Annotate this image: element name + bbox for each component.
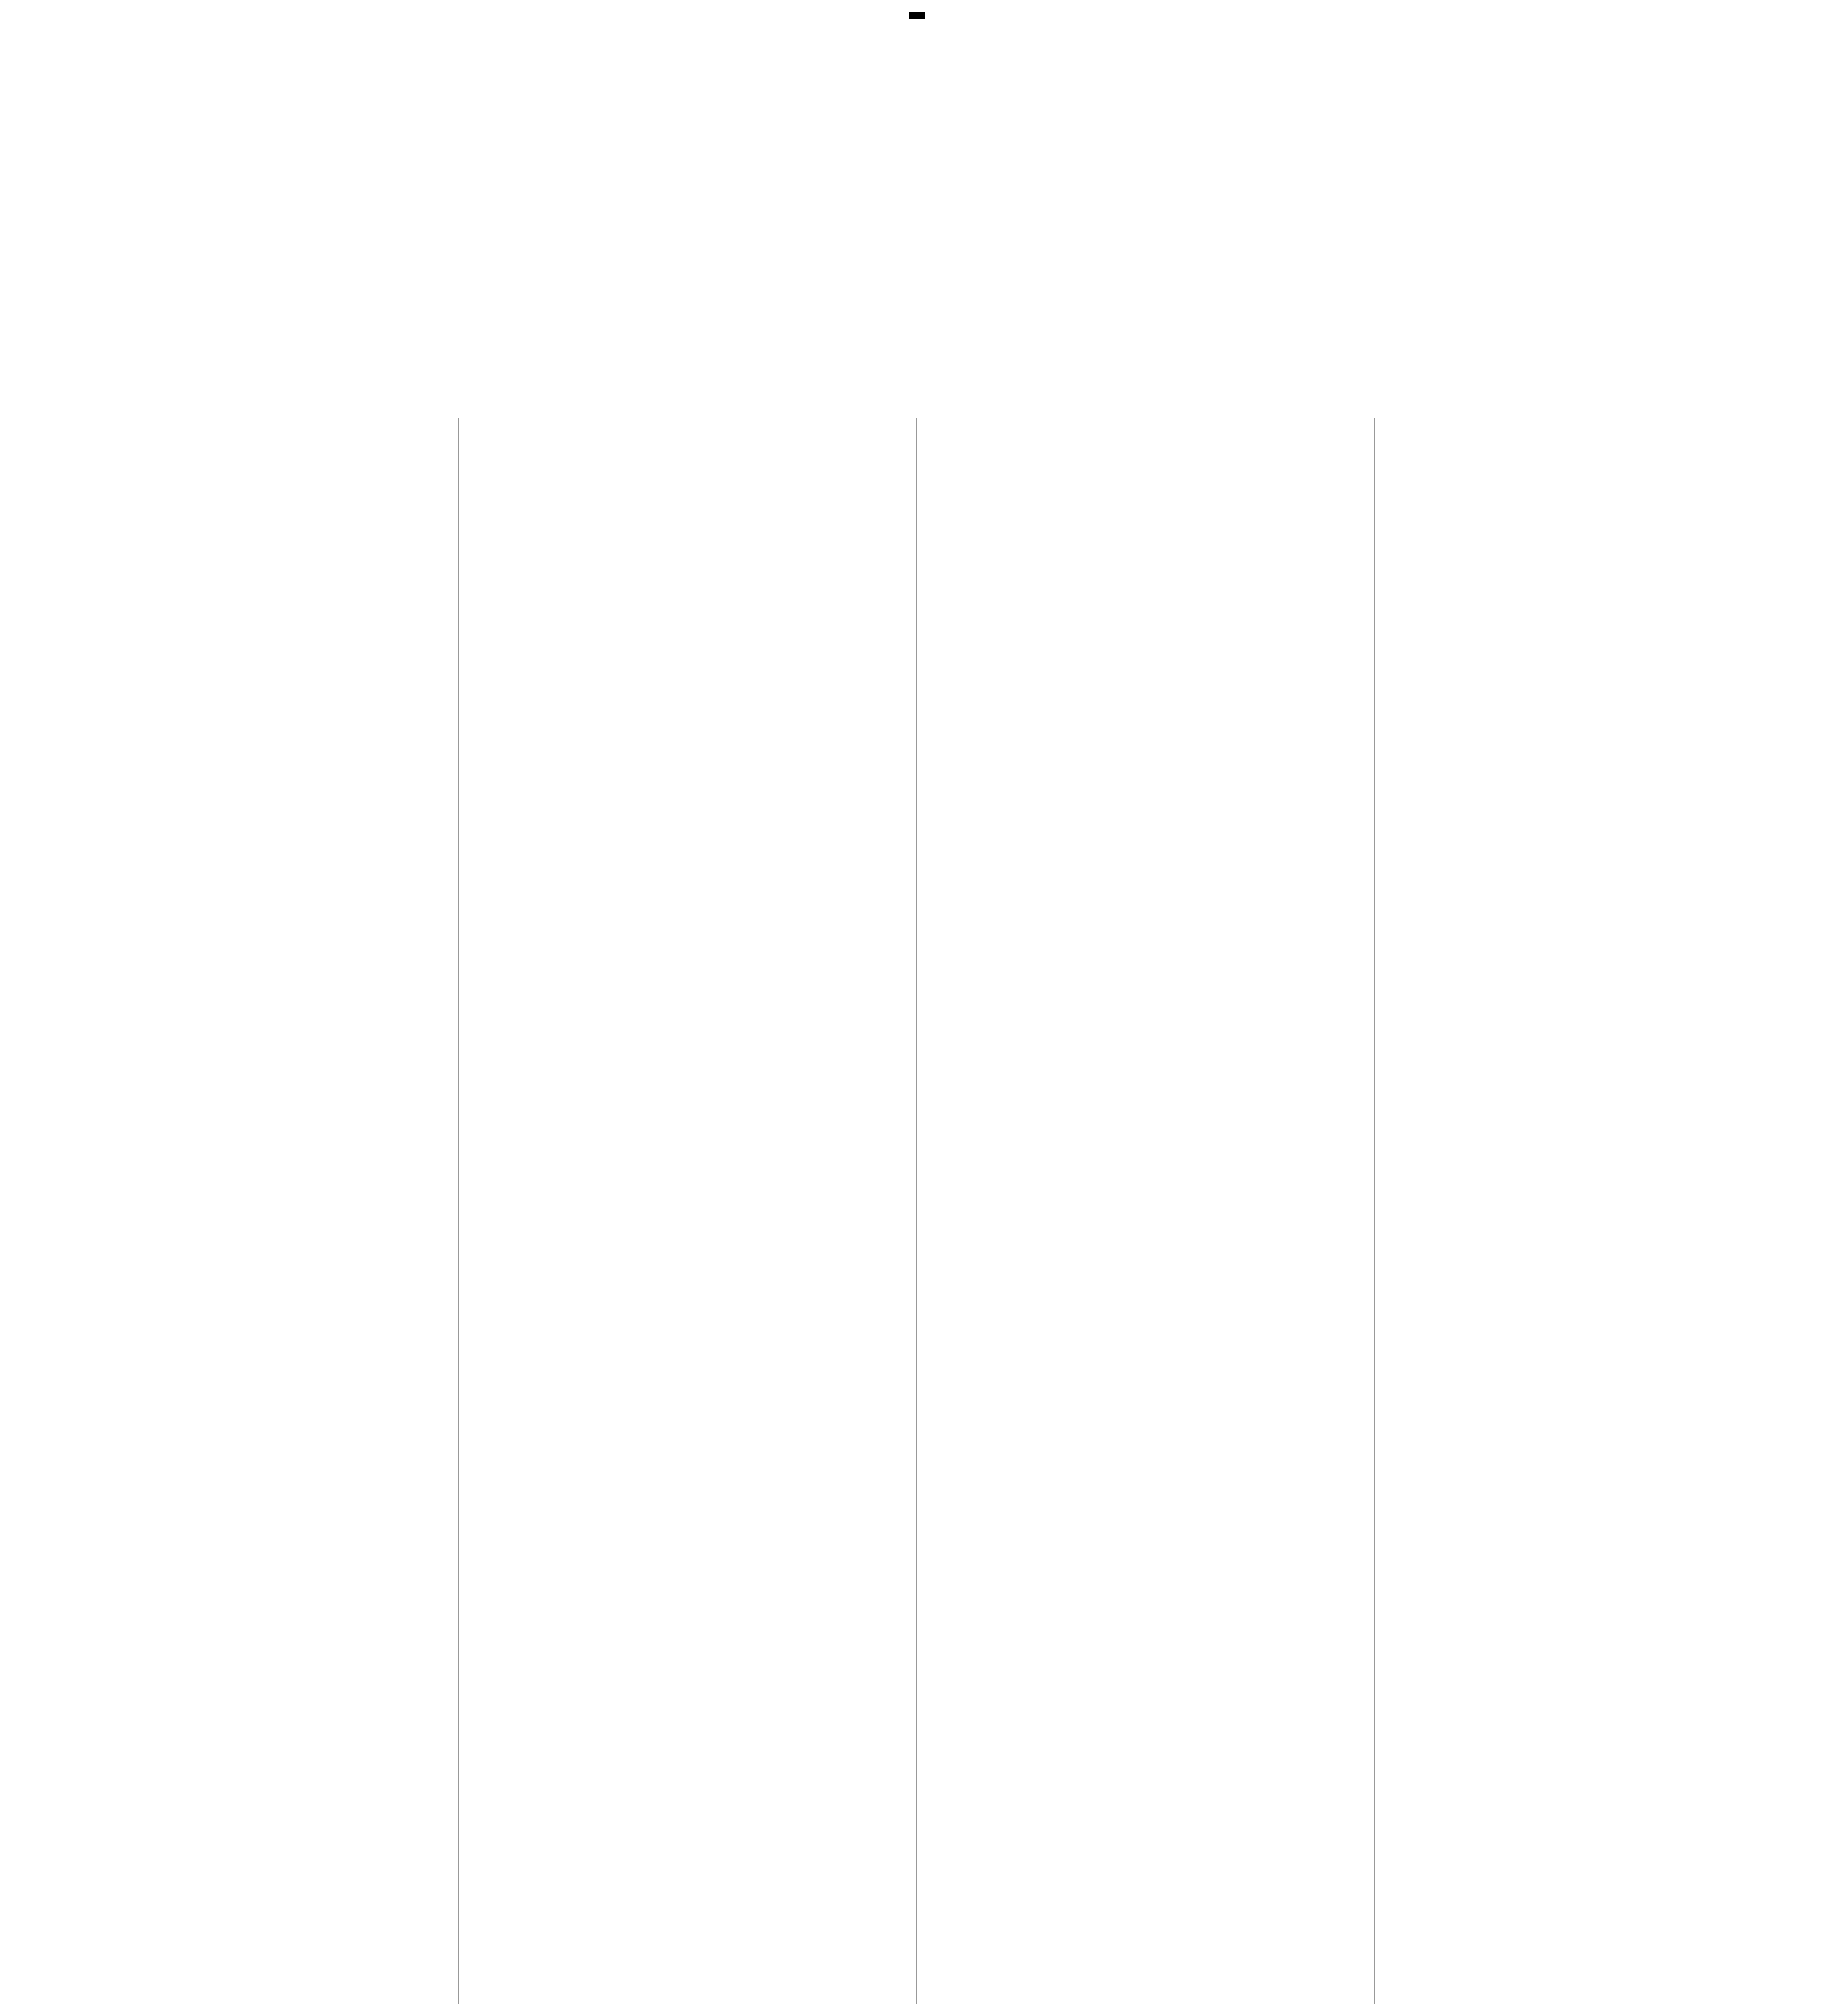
column-divider (916, 418, 917, 2004)
article-body (10, 418, 1824, 2004)
column-1 (10, 418, 448, 2004)
kicker-text (909, 12, 925, 19)
subheadline (0, 288, 1834, 413)
column-2 (468, 418, 906, 2004)
column-divider (458, 418, 459, 2004)
headline (0, 81, 1834, 319)
column-3 (926, 418, 1364, 2004)
column-divider (1374, 418, 1375, 2004)
column-4 (1384, 418, 1824, 2004)
